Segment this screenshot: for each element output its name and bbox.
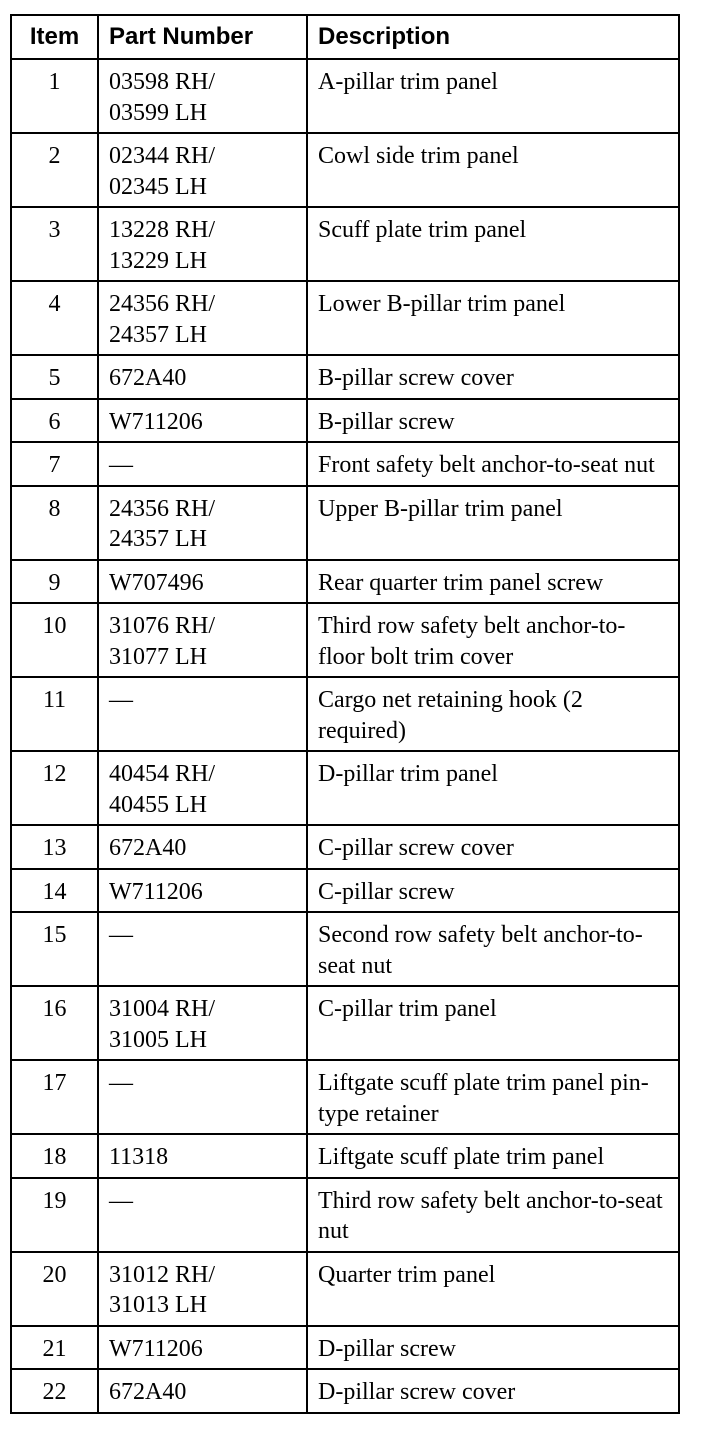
description: C-pillar screw [307,869,679,913]
part-number: W707496 [109,569,204,596]
item-number: 17 [11,1060,98,1134]
item-number: 6 [11,399,98,443]
table-row [11,399,679,443]
part-number-cell [98,825,307,869]
part-number: W711206 [109,408,203,435]
table-row [11,207,679,281]
table-row [11,677,679,751]
description: Scuff plate trim panel [307,207,679,281]
part-number-cell [98,281,307,355]
part-number: 24356 RH/ [109,291,216,317]
table-row [11,1060,679,1134]
part-number: 11318 [109,1144,169,1170]
part-number: 02345 LH [109,173,207,200]
part-number-cell [98,59,307,133]
table-row [11,59,679,133]
part-number: 02344 RH/ [109,143,216,169]
description: Front safety belt anchor-to-seat nut [307,442,679,486]
table-row [11,133,679,207]
part-number: 13229 LH [109,247,207,274]
part-number: — [109,1187,133,1214]
header-part-number: Part Number [98,15,307,59]
item-number: 13 [11,825,98,869]
part-number: 672A40 [109,835,187,861]
description: D-pillar trim panel [307,751,679,825]
part-number-cell [98,986,307,1060]
part-number-cell [98,869,307,913]
table-row [11,1326,679,1370]
table-row [11,1369,679,1413]
table-row [11,1134,679,1178]
description: Liftgate scuff plate trim panel [307,1134,679,1178]
description: A-pillar trim panel [307,59,679,133]
description: D-pillar screw [307,1326,679,1370]
header-description: Description [307,15,679,59]
description: Liftgate scuff plate trim panel pin-type retainer [307,1060,679,1134]
item-number: 22 [11,1369,98,1413]
table-row [11,560,679,604]
part-number-cell [98,751,307,825]
part-number: — [109,452,133,478]
part-number-cell [98,560,307,604]
description: Third row safety belt anchor-to-seat nut [307,1178,679,1252]
part-number: 31004 RH/ [109,996,216,1022]
table-row [11,1178,679,1252]
part-number-cell [98,1252,307,1326]
item-number: 5 [11,355,98,399]
description: Rear quarter trim panel screw [307,560,679,604]
part-number-cell [98,1369,307,1413]
item-number: 21 [11,1326,98,1370]
part-number-cell [98,677,307,751]
part-number: 31005 LH [109,1026,207,1053]
header-item: Item [11,15,98,59]
table-row [11,486,679,560]
part-number-cell [98,486,307,560]
part-number: W711206 [109,878,203,905]
description: Third row safety belt anchor-to-floor bolt trim cover [307,603,679,677]
description: B-pillar screw [307,399,679,443]
part-number: — [109,1070,133,1096]
item-number: 11 [11,677,98,751]
part-number-cell [98,1134,307,1178]
part-number-cell [98,1326,307,1370]
part-number-cell [98,442,307,486]
description: Second row safety belt anchor-to-seat nut [307,912,679,986]
description: C-pillar screw cover [307,825,679,869]
table-row [11,869,679,913]
table-row [11,281,679,355]
part-number: 24357 LH [109,321,207,348]
item-number: 14 [11,869,98,913]
part-number: 24357 LH [109,526,207,552]
item-number: 2 [11,133,98,207]
description: Upper B-pillar trim panel [307,486,679,560]
description: B-pillar screw cover [307,355,679,399]
table-row [11,442,679,486]
item-number: 7 [11,442,98,486]
part-number: 31013 LH [109,1292,207,1318]
part-number-cell [98,912,307,986]
description: Cowl side trim panel [307,133,679,207]
item-number: 19 [11,1178,98,1252]
part-number: 31076 RH/ [109,613,216,639]
table-row [11,1252,679,1326]
item-number: 12 [11,751,98,825]
part-number-cell [98,1060,307,1134]
part-number-cell [98,1178,307,1252]
description: Quarter trim panel [307,1252,679,1326]
description: D-pillar screw cover [307,1369,679,1413]
item-number: 15 [11,912,98,986]
item-number: 20 [11,1252,98,1326]
part-number: 672A40 [109,365,187,391]
table-row [11,912,679,986]
part-number: W711206 [109,1335,203,1362]
description: Lower B-pillar trim panel [307,281,679,355]
part-number-cell [98,355,307,399]
table-row [11,603,679,677]
part-number: — [109,922,133,948]
item-number: 3 [11,207,98,281]
part-number: 24356 RH/ [109,495,216,522]
item-number: 4 [11,281,98,355]
part-number-cell [98,207,307,281]
part-number-cell [98,603,307,677]
part-number: — [109,687,133,713]
part-number: 40454 RH/ [109,761,216,787]
part-number: 31077 LH [109,643,207,670]
table-row [11,986,679,1060]
item-number: 8 [11,486,98,560]
part-number: 03598 RH/ [109,69,216,95]
part-number: 672A40 [109,1379,187,1405]
table-row [11,355,679,399]
item-number: 9 [11,560,98,604]
part-number-cell [98,133,307,207]
description: Cargo net retaining hook (2 required) [307,677,679,751]
part-number: 40455 LH [109,791,207,818]
table-row [11,825,679,869]
part-number: 03599 LH [109,99,207,126]
part-number: 31012 RH/ [109,1261,216,1288]
part-number-cell [98,399,307,443]
description: C-pillar trim panel [307,986,679,1060]
header-row [11,15,679,59]
part-number: 13228 RH/ [109,217,216,243]
parts-table [10,14,680,1414]
item-number: 16 [11,986,98,1060]
item-number: 18 [11,1134,98,1178]
item-number: 10 [11,603,98,677]
item-number: 1 [11,59,98,133]
table-row [11,751,679,825]
